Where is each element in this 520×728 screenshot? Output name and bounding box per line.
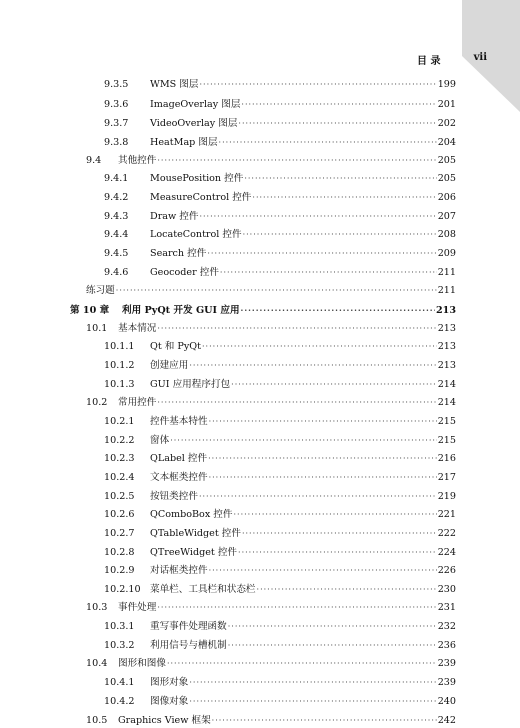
toc-entry-page: 205 bbox=[437, 173, 456, 184]
toc-entry-number: 10.2.3 bbox=[104, 453, 135, 464]
dot-leader bbox=[209, 471, 437, 485]
dot-leader bbox=[238, 117, 436, 131]
toc-entry[interactable] bbox=[86, 714, 456, 728]
toc-entry-number: 9.4.4 bbox=[104, 229, 129, 240]
toc-entry[interactable] bbox=[104, 415, 456, 429]
toc-entry-title: QTableWidget 控件 bbox=[150, 528, 241, 539]
toc-entry-number: 9.3.6 bbox=[104, 99, 129, 110]
running-head-section: 目 录 bbox=[417, 56, 441, 67]
toc-entry-page: 215 bbox=[437, 435, 456, 446]
toc-entry-number: 10.2.1 bbox=[104, 416, 135, 427]
toc-entry[interactable] bbox=[86, 601, 456, 615]
toc-entry-title: HeatMap 图层 bbox=[150, 137, 218, 148]
toc-entry[interactable] bbox=[104, 490, 456, 504]
toc-entry-page: 239 bbox=[437, 658, 456, 669]
dot-leader bbox=[157, 322, 436, 336]
toc-entry-number: 10.4 bbox=[86, 658, 108, 669]
toc-entry-page: 207 bbox=[437, 211, 456, 222]
dot-leader bbox=[243, 228, 437, 242]
toc-entry-number: 9.4.5 bbox=[104, 248, 129, 259]
toc-entry-number: 10.1.2 bbox=[104, 360, 135, 371]
toc-entry-title: ImageOverlay 图层 bbox=[150, 99, 241, 110]
toc-entry-title: 文本框类控件 bbox=[150, 472, 208, 483]
dot-leader bbox=[189, 676, 436, 690]
toc-entry-title: 窗体 bbox=[150, 435, 170, 446]
toc-entry-number: 10.4.2 bbox=[104, 696, 135, 707]
toc-entry-number: 第 10 章 bbox=[70, 305, 110, 316]
toc-entry-title: 练习题 bbox=[86, 285, 115, 296]
toc-entry-title: 其他控件 bbox=[118, 155, 157, 166]
toc-entry-number: 10.2.6 bbox=[104, 509, 135, 520]
toc-entry[interactable] bbox=[104, 210, 456, 224]
toc-entry-number: 10.2 bbox=[86, 397, 108, 408]
toc-entry-page: 224 bbox=[437, 547, 456, 558]
toc-entry[interactable] bbox=[104, 359, 456, 373]
toc-entry-page: 204 bbox=[437, 137, 456, 148]
dot-leader bbox=[241, 303, 435, 317]
dot-leader bbox=[212, 714, 437, 728]
toc-entry[interactable] bbox=[86, 322, 456, 336]
toc-entry[interactable] bbox=[104, 117, 456, 131]
toc-entry[interactable] bbox=[104, 378, 456, 392]
dot-leader bbox=[170, 434, 437, 448]
toc-entry-number: 10.3 bbox=[86, 602, 108, 613]
dot-leader bbox=[257, 583, 437, 597]
toc-entry-title: 对话框类控件 bbox=[150, 565, 208, 576]
toc-entry-title: 图像对象 bbox=[150, 696, 189, 707]
toc-entry-title: Graphics View 框架 bbox=[118, 715, 211, 726]
dot-leader bbox=[228, 620, 437, 634]
toc-entry-title: MeasureControl 控件 bbox=[150, 192, 252, 203]
toc-entry[interactable] bbox=[104, 639, 456, 653]
toc-entry-page: 209 bbox=[437, 248, 456, 259]
toc-entry-number: 10.5 bbox=[86, 715, 108, 726]
toc-entry-title: 利用信号与槽机制 bbox=[150, 640, 227, 651]
toc-entry-page: 199 bbox=[437, 79, 456, 90]
dot-leader bbox=[238, 546, 437, 560]
dot-leader bbox=[207, 247, 436, 261]
toc-entry-page: 213 bbox=[437, 341, 456, 352]
toc-entry-number: 9.4.2 bbox=[104, 192, 129, 203]
toc-entry[interactable] bbox=[104, 508, 456, 522]
toc-entry-title: 图形对象 bbox=[150, 677, 189, 688]
dot-leader bbox=[233, 508, 436, 522]
toc-entry[interactable] bbox=[104, 228, 456, 242]
toc-entry-page: 214 bbox=[437, 397, 456, 408]
toc-entry-title: GUI 应用程序打包 bbox=[150, 379, 231, 390]
dot-leader bbox=[241, 98, 436, 112]
toc-entry-number: 10.3.1 bbox=[104, 621, 135, 632]
toc-entry-title: QLabel 控件 bbox=[150, 453, 208, 464]
dot-leader bbox=[116, 284, 437, 298]
page-folio: vii bbox=[473, 52, 487, 63]
toc-entry-title: 控件基本特性 bbox=[150, 416, 208, 427]
toc-entry[interactable] bbox=[104, 434, 456, 448]
toc-entry-page: 230 bbox=[437, 584, 456, 595]
toc-entry-page: 205 bbox=[437, 155, 456, 166]
toc-entry-number: 10.1 bbox=[86, 323, 108, 334]
toc-entry-page: 201 bbox=[437, 99, 456, 110]
toc-entry-page: 242 bbox=[437, 715, 456, 726]
dot-leader bbox=[157, 154, 436, 168]
toc-entry-page: 214 bbox=[437, 379, 456, 390]
toc-entry-page: 216 bbox=[437, 453, 456, 464]
toc-entry-number: 10.2.4 bbox=[104, 472, 135, 483]
toc-entry-number: 10.2.10 bbox=[104, 584, 141, 595]
dot-leader bbox=[209, 564, 437, 578]
toc-entry-page: 213 bbox=[437, 360, 456, 371]
toc-entry-title: 菜单栏、工具栏和状态栏 bbox=[150, 584, 256, 595]
toc-entry-page: 217 bbox=[437, 472, 456, 483]
dot-leader bbox=[220, 266, 437, 280]
toc-entry[interactable] bbox=[104, 266, 456, 280]
toc-entry-page: 240 bbox=[437, 696, 456, 707]
toc-entry-page: 226 bbox=[437, 565, 456, 576]
toc-entry-title: 创建应用 bbox=[150, 360, 189, 371]
dot-leader bbox=[242, 527, 437, 541]
toc-entry-number: 9.4.3 bbox=[104, 211, 129, 222]
toc-entry[interactable] bbox=[70, 303, 456, 317]
toc-entry[interactable] bbox=[104, 340, 456, 354]
toc-entry-number: 9.3.8 bbox=[104, 137, 129, 148]
toc-entry-number: 9.4.1 bbox=[104, 173, 129, 184]
dot-leader bbox=[199, 490, 437, 504]
dot-leader bbox=[189, 359, 436, 373]
toc-entry-number: 10.2.5 bbox=[104, 491, 135, 502]
toc-entry-number: 10.2.7 bbox=[104, 528, 135, 539]
toc-entry[interactable] bbox=[104, 78, 456, 92]
toc-entry[interactable] bbox=[86, 396, 456, 410]
toc-entry[interactable] bbox=[104, 136, 456, 150]
toc-entry-page: 231 bbox=[437, 602, 456, 613]
toc-entry-page: 215 bbox=[437, 416, 456, 427]
toc-entry-title: 重写事件处理函数 bbox=[150, 621, 227, 632]
toc-entry[interactable] bbox=[104, 620, 456, 634]
toc-entry[interactable] bbox=[104, 695, 456, 709]
toc-entry-page: 211 bbox=[437, 267, 456, 278]
dot-leader bbox=[252, 191, 436, 205]
toc-entry-title: 利用 PyQt 开发 GUI 应用 bbox=[122, 305, 240, 316]
toc-entry-title: MousePosition 控件 bbox=[150, 173, 244, 184]
toc-entry-number: 9.3.5 bbox=[104, 79, 129, 90]
toc-entry-title: Geocoder 控件 bbox=[150, 267, 219, 278]
toc-entry-title: 基本情况 bbox=[118, 323, 157, 334]
toc-entry-title: Draw 控件 bbox=[150, 211, 199, 222]
toc-entry-number: 10.1.1 bbox=[104, 341, 135, 352]
toc-entry-title: QComboBox 控件 bbox=[150, 509, 233, 520]
toc-entry[interactable] bbox=[86, 284, 456, 298]
toc-entry-page: 239 bbox=[437, 677, 456, 688]
toc-entry-page: 232 bbox=[437, 621, 456, 632]
dot-leader bbox=[199, 210, 436, 224]
toc-entry-page: 221 bbox=[437, 509, 456, 520]
toc-entry-page: 206 bbox=[437, 192, 456, 203]
toc-entry-number: 10.2.8 bbox=[104, 547, 135, 558]
toc-entry-title: VideoOverlay 图层 bbox=[150, 118, 238, 129]
dot-leader bbox=[228, 639, 437, 653]
toc-entry-title: 事件处理 bbox=[118, 602, 157, 613]
toc-entry-page: 213 bbox=[437, 323, 456, 334]
dot-leader bbox=[200, 78, 437, 92]
toc-entry-number: 9.3.7 bbox=[104, 118, 129, 129]
toc-entry-title: Search 控件 bbox=[150, 248, 207, 259]
toc-entry[interactable] bbox=[104, 564, 456, 578]
toc-entry-number: 10.4.1 bbox=[104, 677, 135, 688]
toc-entry[interactable] bbox=[104, 546, 456, 560]
dot-leader bbox=[208, 452, 437, 466]
dot-leader bbox=[231, 378, 437, 392]
toc-entry-number: 10.3.2 bbox=[104, 640, 135, 651]
dot-leader bbox=[209, 415, 437, 429]
toc-entry-title: WMS 图层 bbox=[150, 79, 199, 90]
toc-entry-page: 213 bbox=[435, 305, 456, 316]
running-head bbox=[417, 52, 487, 67]
toc-entry-number: 10.2.2 bbox=[104, 435, 135, 446]
toc-entry-page: 236 bbox=[437, 640, 456, 651]
dot-leader bbox=[202, 340, 437, 354]
dot-leader bbox=[244, 172, 436, 186]
toc-entry[interactable] bbox=[86, 657, 456, 671]
toc-entry-page: 222 bbox=[437, 528, 456, 539]
toc-entry-title: QTreeWidget 控件 bbox=[150, 547, 238, 558]
toc-entry[interactable] bbox=[104, 247, 456, 261]
toc-entry[interactable] bbox=[104, 452, 456, 466]
toc-entry-page: 211 bbox=[437, 285, 456, 296]
dot-leader bbox=[167, 657, 437, 671]
toc-entry-number: 10.1.3 bbox=[104, 379, 135, 390]
toc-entry-page: 208 bbox=[437, 229, 456, 240]
dot-leader bbox=[157, 601, 436, 615]
toc-entry-number: 9.4.6 bbox=[104, 267, 129, 278]
dot-leader bbox=[219, 136, 437, 150]
toc-entry-page: 202 bbox=[437, 118, 456, 129]
toc-entry[interactable] bbox=[104, 191, 456, 205]
toc-entry-number: 9.4 bbox=[86, 155, 102, 166]
dot-leader bbox=[157, 396, 436, 410]
toc-entry[interactable] bbox=[104, 98, 456, 112]
toc-entry-title: 图形和图像 bbox=[118, 658, 166, 669]
toc-entry-title: Qt 和 PyQt bbox=[150, 341, 202, 352]
toc-entry[interactable] bbox=[104, 583, 456, 597]
toc-entry-title: 常用控件 bbox=[118, 397, 157, 408]
toc-entry-page: 219 bbox=[437, 491, 456, 502]
toc-entry-title: 按钮类控件 bbox=[150, 491, 198, 502]
toc-entry-title: LocateControl 控件 bbox=[150, 229, 242, 240]
toc-entry[interactable] bbox=[104, 527, 456, 541]
toc-entry-number: 10.2.9 bbox=[104, 565, 135, 576]
toc-entry[interactable] bbox=[104, 676, 456, 690]
toc-entry[interactable] bbox=[104, 172, 456, 186]
toc-entry[interactable] bbox=[104, 471, 456, 485]
dot-leader bbox=[189, 695, 436, 709]
toc-entry[interactable] bbox=[86, 154, 456, 168]
